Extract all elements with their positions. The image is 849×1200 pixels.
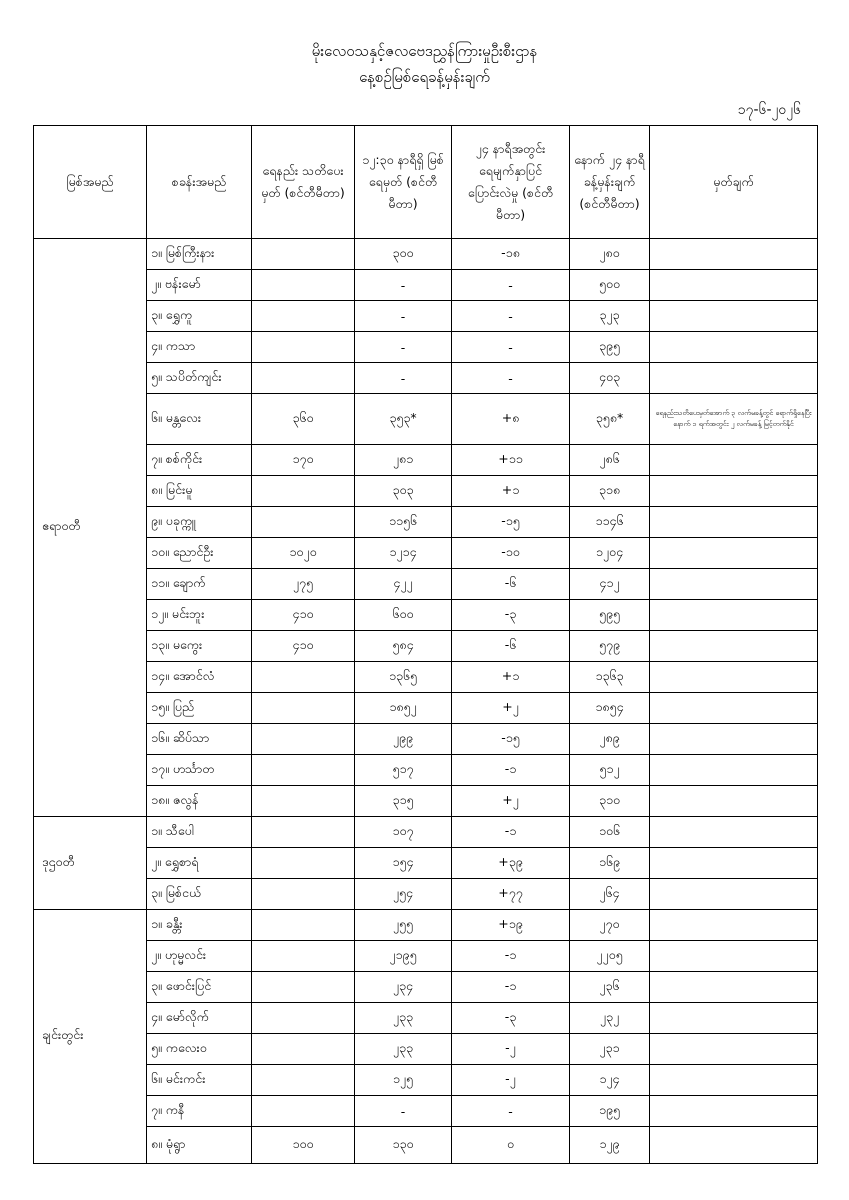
station-cell: ၅။ ကလေးဝ (147, 1034, 252, 1065)
remark-cell (650, 879, 818, 910)
table-row (34, 941, 818, 972)
table-row (34, 394, 818, 445)
forecast-cell: ၃၁၈ (570, 476, 650, 507)
river-forecast-table (33, 125, 818, 1164)
table-row (34, 538, 818, 569)
warning-level-cell (252, 724, 355, 755)
forecast-cell: ၂၈၆ (570, 445, 650, 476)
forecast-cell: ၅၉၅ (570, 600, 650, 631)
col-header-river: မြစ်အမည် (34, 126, 147, 239)
station-cell: ၈။ မြင်းမူ (147, 476, 252, 507)
remark-cell (650, 301, 818, 332)
current-level-cell: ၁၈၅၂ (355, 693, 452, 724)
warning-level-cell (252, 848, 355, 879)
table-row (34, 693, 818, 724)
change-cell: +၁ (452, 662, 570, 693)
warning-level-cell (252, 817, 355, 848)
forecast-cell: ၅၇၉ (570, 631, 650, 662)
current-level-cell: ၂၃၃ (355, 1034, 452, 1065)
station-cell: ၁၂။ မင်းဘူး (147, 600, 252, 631)
station-cell: ၂။ ဗန်းမော် (147, 270, 252, 301)
forecast-cell: ၂၃၁ (570, 1034, 650, 1065)
warning-level-cell (252, 879, 355, 910)
forecast-cell: ၁၂၉ (570, 1127, 650, 1164)
remark-cell (650, 1096, 818, 1127)
station-cell: ၆။ မင်းကင်း (147, 1065, 252, 1096)
warning-level-cell (252, 1034, 355, 1065)
warning-level-cell (252, 972, 355, 1003)
warning-level-cell: ၁၀၂၀ (252, 538, 355, 569)
table-row (34, 662, 818, 693)
forecast-cell: ၄၁၂ (570, 569, 650, 600)
current-level-cell: ၁၁၅၆ (355, 507, 452, 538)
table-row (34, 363, 818, 394)
change-cell: +၁၁ (452, 445, 570, 476)
change-cell: - (452, 301, 570, 332)
current-level-cell: ၂၈၁ (355, 445, 452, 476)
warning-level-cell (252, 476, 355, 507)
forecast-cell: ၃၂၃ (570, 301, 650, 332)
forecast-cell: ၁၂၀၄ (570, 538, 650, 569)
warning-level-cell (252, 270, 355, 301)
change-cell: -၆ (452, 631, 570, 662)
remark-cell (650, 600, 818, 631)
table-body (34, 239, 818, 1164)
remark-cell (650, 1127, 818, 1164)
warning-level-cell (252, 363, 355, 394)
change-cell: -၁၀ (452, 538, 570, 569)
current-level-cell: ၅၈၄ (355, 631, 452, 662)
station-cell: ၃။ ရွှေကူ (147, 301, 252, 332)
table-row (34, 239, 818, 270)
table-row (34, 270, 818, 301)
current-level-cell: ၁၅၄ (355, 848, 452, 879)
warning-level-cell (252, 507, 355, 538)
station-cell: ၂။ ရွှေစာရံ (147, 848, 252, 879)
warning-level-cell (252, 755, 355, 786)
table-row (34, 848, 818, 879)
station-cell: ၃။ မြစ်ငယ် (147, 879, 252, 910)
station-cell: ၄။ မော်လိုက် (147, 1003, 252, 1034)
forecast-cell: ၁၈၅၄ (570, 693, 650, 724)
forecast-cell: ၂၃၆ (570, 972, 650, 1003)
warning-level-cell (252, 1096, 355, 1127)
table-row (34, 879, 818, 910)
current-level-cell: - (355, 332, 452, 363)
station-cell: ၁၈။ ဇလွန် (147, 786, 252, 817)
current-level-cell: ၂၅၅ (355, 910, 452, 941)
change-cell: +၂ (452, 693, 570, 724)
forecast-cell: ၅၀၀ (570, 270, 650, 301)
current-level-cell: ၂၃၄ (355, 972, 452, 1003)
remark-cell (650, 662, 818, 693)
current-level-cell: ၅၁၇ (355, 755, 452, 786)
col-header-warning-level: ရေနည်း သတိပေးမှတ် (စင်တီမီတာ) (252, 126, 355, 239)
table-row (34, 755, 818, 786)
remark-cell (650, 1065, 818, 1096)
table-row (34, 600, 818, 631)
station-cell: ၃။ ဖောင်းပြင် (147, 972, 252, 1003)
station-cell: ၂။ ဟုမ္မလင်း (147, 941, 252, 972)
station-cell: ၁၅။ ပြည် (147, 693, 252, 724)
current-level-cell: ၄၂၂ (355, 569, 452, 600)
remark-cell (650, 972, 818, 1003)
remark-cell (650, 538, 818, 569)
forecast-cell: ၃၉၅ (570, 332, 650, 363)
change-cell: +၃၉ (452, 848, 570, 879)
forecast-cell: ၁၃၆၃ (570, 662, 650, 693)
station-cell: ၁၇။ ဟင်္သာတ (147, 755, 252, 786)
change-cell: -၁ (452, 817, 570, 848)
table-row (34, 724, 818, 755)
forecast-cell: ၂၇၀ (570, 910, 650, 941)
forecast-cell: ၃၁၀ (570, 786, 650, 817)
change-cell: +၈ (452, 394, 570, 445)
remark-cell (650, 941, 818, 972)
remark-cell: ရေနည်းသတိပေးမှတ်အောက် ၃ လက်မခန့်တွင် ရောက်ရှိနေပြီး နောက် ၁ ရက်အတွင်း ၂ လက်မခန့် မြင့်တက်နိုင် (650, 394, 818, 445)
remark-cell (650, 239, 818, 270)
current-level-cell: ၂၅၄ (355, 879, 452, 910)
change-cell: - (452, 363, 570, 394)
change-cell: - (452, 332, 570, 363)
table-row (34, 1096, 818, 1127)
change-cell: -၂ (452, 1034, 570, 1065)
current-level-cell: ၁၂၅ (355, 1065, 452, 1096)
river-name-cell: ဒုဌဝတီ (34, 817, 147, 910)
station-cell: ၁၄။ အောင်လံ (147, 662, 252, 693)
remark-cell (650, 910, 818, 941)
forecast-cell: ၁၁၄၆ (570, 507, 650, 538)
station-cell: ၈။ မုံရွာ (147, 1127, 252, 1164)
table-row (34, 786, 818, 817)
remark-cell (650, 1034, 818, 1065)
remark-cell (650, 693, 818, 724)
remark-cell (650, 724, 818, 755)
table-row (34, 817, 818, 848)
current-level-cell: ၂၁၉၅ (355, 941, 452, 972)
warning-level-cell: ၁၇၀ (252, 445, 355, 476)
change-cell: -၁၅ (452, 724, 570, 755)
current-level-cell: - (355, 270, 452, 301)
table-row (34, 1003, 818, 1034)
forecast-cell: ၂၂၀၅ (570, 941, 650, 972)
warning-level-cell (252, 910, 355, 941)
change-cell: -၃ (452, 600, 570, 631)
station-cell: ၅။ သပိတ်ကျင်း (147, 363, 252, 394)
warning-level-cell (252, 662, 355, 693)
current-level-cell: ၂၉၉ (355, 724, 452, 755)
warning-level-cell (252, 1003, 355, 1034)
change-cell: -၂ (452, 1065, 570, 1096)
table-row (34, 332, 818, 363)
change-cell: -၃ (452, 1003, 570, 1034)
remark-cell (650, 363, 818, 394)
forecast-cell: ၂၃၂ (570, 1003, 650, 1034)
remark-cell (650, 507, 818, 538)
table-row (34, 1127, 818, 1164)
change-cell: - (452, 270, 570, 301)
col-header-station: စခန်းအမည် (147, 126, 252, 239)
warning-level-cell (252, 239, 355, 270)
remark-cell (650, 817, 818, 848)
table-row (34, 445, 818, 476)
warning-level-cell: ၃၆၀ (252, 394, 355, 445)
current-level-cell: ၁၂၁၄ (355, 538, 452, 569)
forecast-cell: ၁၉၅ (570, 1096, 650, 1127)
remark-cell (650, 332, 818, 363)
remark-cell (650, 786, 818, 817)
remark-cell (650, 755, 818, 786)
forecast-cell: ၂၈၉ (570, 724, 650, 755)
warning-level-cell (252, 693, 355, 724)
change-cell: -၁၈ (452, 239, 570, 270)
remark-cell (650, 1003, 818, 1034)
river-name-cell: ဧရာဝတီ (34, 239, 147, 817)
page-subtitle: နေ့စဉ်မြစ်ရေခန့်မှန်းချက် (359, 68, 490, 86)
current-level-cell: ၃၅၃* (355, 394, 452, 445)
current-level-cell: ၁၃၀ (355, 1127, 452, 1164)
remark-cell (650, 848, 818, 879)
change-cell: -၁ (452, 941, 570, 972)
forecast-cell: ၂၆၄ (570, 879, 650, 910)
forecast-cell: ၁၂၄ (570, 1065, 650, 1096)
current-level-cell: ၆၀၀ (355, 600, 452, 631)
forecast-cell: ၂၈၀ (570, 239, 650, 270)
col-header-remarks: မှတ်ချက် (650, 126, 818, 239)
forecast-cell: ၁၆၉ (570, 848, 650, 879)
table-row (34, 972, 818, 1003)
current-level-cell: ၃၁၅ (355, 786, 452, 817)
change-cell: -၆ (452, 569, 570, 600)
station-cell: ၁၁။ ချောက် (147, 569, 252, 600)
col-header-24h-change: ၂၄ နာရီအတွင်း ရေမျက်နှာပြင် ပြောင်းလဲမှု (စင်တီမီတာ) (452, 126, 570, 239)
change-cell: ၀ (452, 1127, 570, 1164)
station-cell: ၉။ ပခုက္ကူ (147, 507, 252, 538)
warning-level-cell (252, 301, 355, 332)
forecast-cell: ၄၀၃ (570, 363, 650, 394)
current-level-cell: ၁၀၇ (355, 817, 452, 848)
station-cell: ၁၃။ မကွေး (147, 631, 252, 662)
station-cell: ၁၀။ ညောင်ဦး (147, 538, 252, 569)
table-row (34, 301, 818, 332)
change-cell: +၇၇ (452, 879, 570, 910)
forecast-cell: ၅၁၂ (570, 755, 650, 786)
remark-cell (650, 445, 818, 476)
remark-cell (650, 631, 818, 662)
change-cell: -၁၅ (452, 507, 570, 538)
station-cell: ၁။ သီပေါ (147, 817, 252, 848)
change-cell: -၁ (452, 972, 570, 1003)
warning-level-cell: ၄၁၀ (252, 631, 355, 662)
current-level-cell: - (355, 363, 452, 394)
current-level-cell: ၁၃၆၅ (355, 662, 452, 693)
warning-level-cell (252, 786, 355, 817)
report-date: ၁၇-၆-၂၀၂၆ (737, 102, 801, 118)
remark-cell (650, 569, 818, 600)
change-cell: -၁ (452, 755, 570, 786)
change-cell: +၂ (452, 786, 570, 817)
change-cell: +၁၉ (452, 910, 570, 941)
station-cell: ၁၆။ ဆိပ်သာ (147, 724, 252, 755)
table-row (34, 1034, 818, 1065)
station-cell: ၁။ မြစ်ကြီးနား (147, 239, 252, 270)
remark-cell (650, 270, 818, 301)
warning-level-cell (252, 332, 355, 363)
warning-level-cell: ၂၇၅ (252, 569, 355, 600)
col-header-forecast: နောက် ၂၄ နာရီ ခန့်မှန်းချက် (စင်တီမီတာ) (570, 126, 650, 239)
river-name-cell: ချင်းတွင်း (34, 910, 147, 1164)
current-level-cell: - (355, 301, 452, 332)
warning-level-cell (252, 941, 355, 972)
table-row (34, 507, 818, 538)
current-level-cell: ၂၃၃ (355, 1003, 452, 1034)
station-cell: ၇။ ကနီ (147, 1096, 252, 1127)
change-cell: - (452, 1096, 570, 1127)
forecast-cell: ၃၅၈* (570, 394, 650, 445)
station-cell: ၁။ ခန္တီး (147, 910, 252, 941)
station-cell: ၇။ စစ်ကိုင်း (147, 445, 252, 476)
current-level-cell: - (355, 1096, 452, 1127)
page-title: မိုးလေဝသနှင့်ဇလဗေဒညွှန်ကြားမှုဦးစီးဌာန (311, 42, 538, 60)
warning-level-cell: ၁၀၀ (252, 1127, 355, 1164)
table-header-row (34, 126, 818, 239)
col-header-current-level: ၁၂:၃၀ နာရီရှိ မြစ်ရေမှတ် (စင်တီမီတာ) (355, 126, 452, 239)
table-row (34, 476, 818, 507)
change-cell: +၁ (452, 476, 570, 507)
current-level-cell: ၃၀၀ (355, 239, 452, 270)
station-cell: ၄။ ကသာ (147, 332, 252, 363)
table-row (34, 631, 818, 662)
warning-level-cell: ၄၁၀ (252, 600, 355, 631)
table-row (34, 569, 818, 600)
current-level-cell: ၃၀၃ (355, 476, 452, 507)
station-cell: ၆။ မန္တလေး (147, 394, 252, 445)
forecast-cell: ၁၀၆ (570, 817, 650, 848)
remark-cell (650, 476, 818, 507)
warning-level-cell (252, 1065, 355, 1096)
table-row (34, 910, 818, 941)
table-row (34, 1065, 818, 1096)
